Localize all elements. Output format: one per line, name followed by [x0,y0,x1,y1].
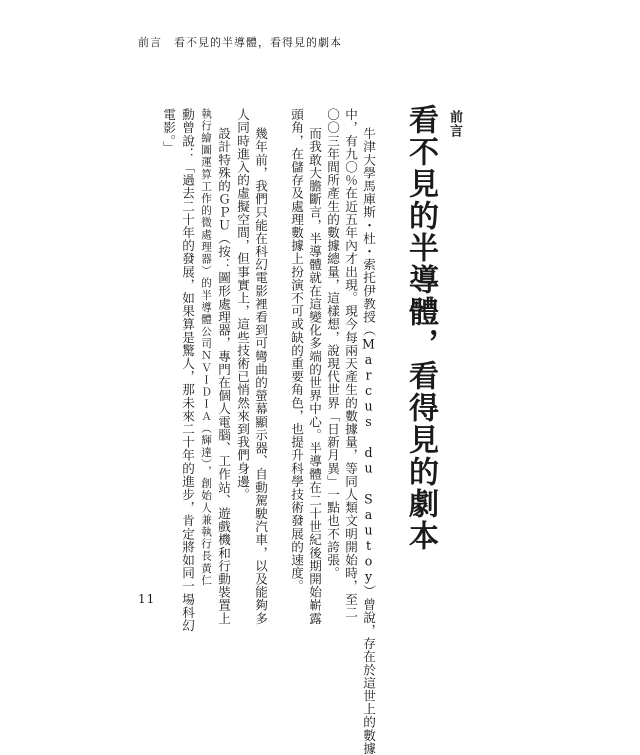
running-head-title: 看不見的半導體，看得見的劇本 [174,36,342,49]
text-line-annotated: 執行繪圖運算工作的微處理器）的半導體公司ＮＶＩＤＩＡ（輝達），創始人兼執行長黃仁 [200,108,212,587]
text-line: 勳曾說：「過去二十年的發展，如果算是驚人，那未來二十年的進步，肯定將如同一場科幻 [180,108,195,632]
chapter-title: 看不見的半導體，看得見的劇本 [403,104,438,552]
text-line: 人同時進入的虛擬空間，但事實上，這些技術已悄然來到我們身邊。 [235,108,250,501]
text-line: 電影。」 [161,108,176,155]
section-label: 前言 [447,110,462,138]
running-head [138,34,342,50]
text-line: 而我敢大膽斷言，半導體就在這變化多端的世界中心。半導體在二十世紀後期開始嶄露 [307,127,322,625]
page-number: 11 [138,592,156,606]
text-line: 頭角，在儲存及處理數據上扮演不可或缺的重要角色，也提升科學技術發展的速度。 [289,108,304,593]
text-line: 中，有九〇％在近五年內才出現。現今每兩天產生的數據量，等同人類文明開始時，至二 [343,108,358,619]
text-line: 牛津大學馬庫斯・杜・索托伊教授（Marcus du Sautoy）曾說，存在於這世上的數據 [361,127,376,755]
text-line: 設計特殊的ＧＰＵ（按：圖形處理器，專門在個人電腦、工作站、遊戲機和行動裝置上 [216,127,231,625]
running-head-chapter: 前言 [138,36,162,49]
text-line: 幾年前，我們只能在科幻電影裡看到可彎曲的螢幕顯示器、自動駕駛汽車，以及能夠多 [253,127,268,625]
text-line: 〇〇三年間所產生的數據總量，這樣想，說現代世界「日新月異」一點也不誇張。 [325,108,340,580]
